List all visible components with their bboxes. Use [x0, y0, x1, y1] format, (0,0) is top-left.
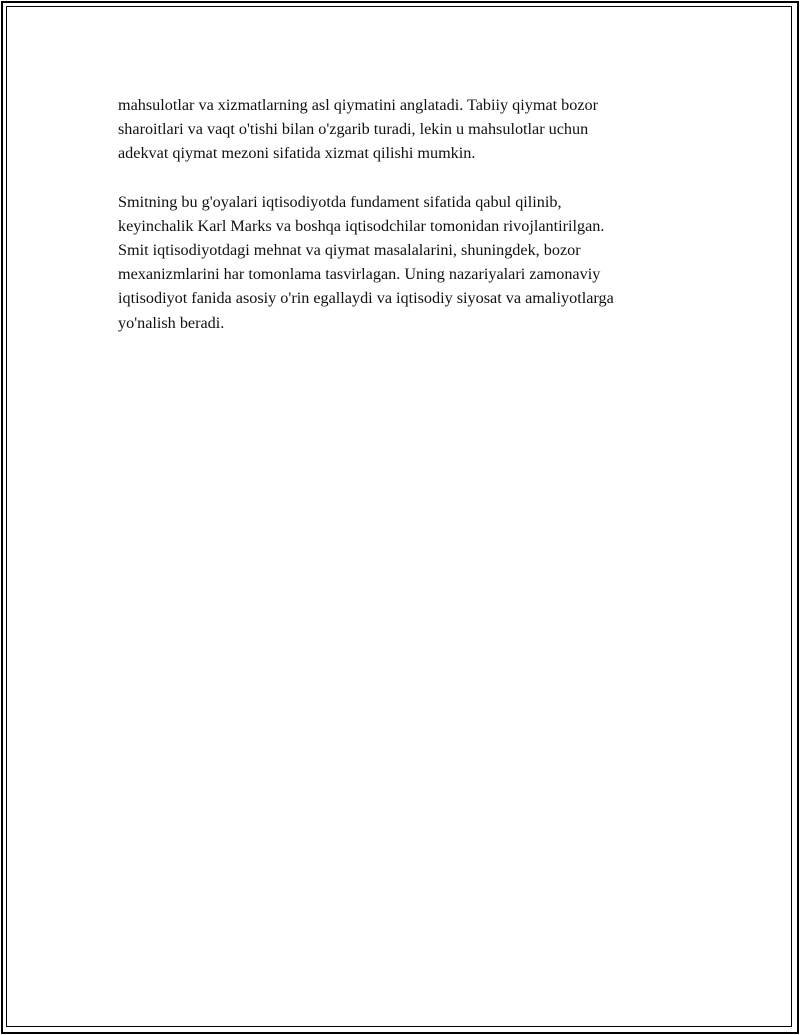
paragraph-2-line-4: mexanizmlarini har tomonlama tasvirlagan. Uning nazariyalari zamonaviy: [118, 265, 601, 284]
paragraph-1-line-2: sharoitlari va vaqt o'tishi bilan o'zgarib turadi, lekin u mahsulotlar uchun: [118, 120, 589, 139]
paragraph-1-line-3: adekvat qiymat mezoni sifatida xizmat qilishi mumkin.: [118, 144, 476, 163]
document-body: [118, 93, 698, 359]
paragraph-2-line-3: Smit iqtisodiyotdagi mehnat va qiymat masalalarini, shuningdek, bozor: [118, 241, 581, 260]
paragraph-2-line-2: keyinchalik Karl Marks va boshqa iqtisodchilar tomonidan rivojlantirilgan.: [118, 216, 605, 235]
paragraph-2-line-5: iqtisodiyot fanida asosiy o'rin egallaydi va iqtisodiy siyosat va amaliyotlarga: [118, 289, 614, 308]
paragraph-2: [118, 190, 698, 335]
paragraph-2-line-1: Smitning bu g'oyalari iqtisodiyotda fundament sifatida qabul qilinib,: [118, 192, 562, 211]
paragraph-1: [118, 93, 698, 166]
paragraph-2-line-6: yo'nalish beradi.: [118, 313, 225, 332]
paragraph-1-line-1: mahsulotlar va xizmatlarning asl qiymatini anglatadi. Tabiiy qiymat bozor: [118, 96, 599, 114]
